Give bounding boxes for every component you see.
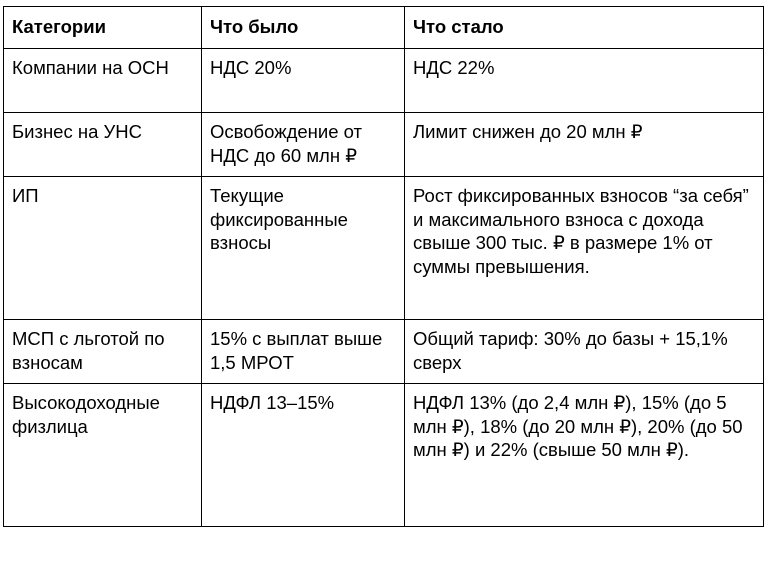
cell-after: Общий тариф: 30% до базы + 15,1% сверх xyxy=(405,320,764,384)
table-row xyxy=(4,384,764,527)
cell-before: Освобождение от НДС до 60 млн ₽ xyxy=(202,113,405,177)
table-row xyxy=(4,177,764,320)
cell-before: НДФЛ 13–15% xyxy=(202,384,405,527)
cell-category: ИП xyxy=(4,177,202,320)
cell-category: Компании на ОСН xyxy=(4,49,202,113)
cell-after: Лимит снижен до 20 млн ₽ xyxy=(405,113,764,177)
cell-before: 15% с выплат выше 1,5 МРОТ xyxy=(202,320,405,384)
header-before: Что было xyxy=(202,7,405,49)
cell-category: МСП с льготой по взносам xyxy=(4,320,202,384)
cell-category: Бизнес на УНС xyxy=(4,113,202,177)
cell-before: НДС 20% xyxy=(202,49,405,113)
cell-after: НДФЛ 13% (до 2,4 млн ₽), 15% (до 5 млн ₽), 18% (до 20 млн ₽), 20% (до 50 млн ₽) и 22% (свыше 50 млн ₽). xyxy=(405,384,764,527)
cell-category: Высокодоходные физлица xyxy=(4,384,202,527)
header-after: Что стало xyxy=(405,7,764,49)
tax-changes-table xyxy=(3,6,764,527)
cell-after: Рост фиксированных взносов “за себя” и максимального взноса с дохода свыше 300 тыс. ₽ в размере 1% от суммы превышения. xyxy=(405,177,764,320)
cell-after: НДС 22% xyxy=(405,49,764,113)
table-row xyxy=(4,49,764,113)
table-row xyxy=(4,320,764,384)
table-row xyxy=(4,113,764,177)
cell-before: Текущие фиксированные взносы xyxy=(202,177,405,320)
header-categories: Категории xyxy=(4,7,202,49)
table-header-row xyxy=(4,7,764,49)
